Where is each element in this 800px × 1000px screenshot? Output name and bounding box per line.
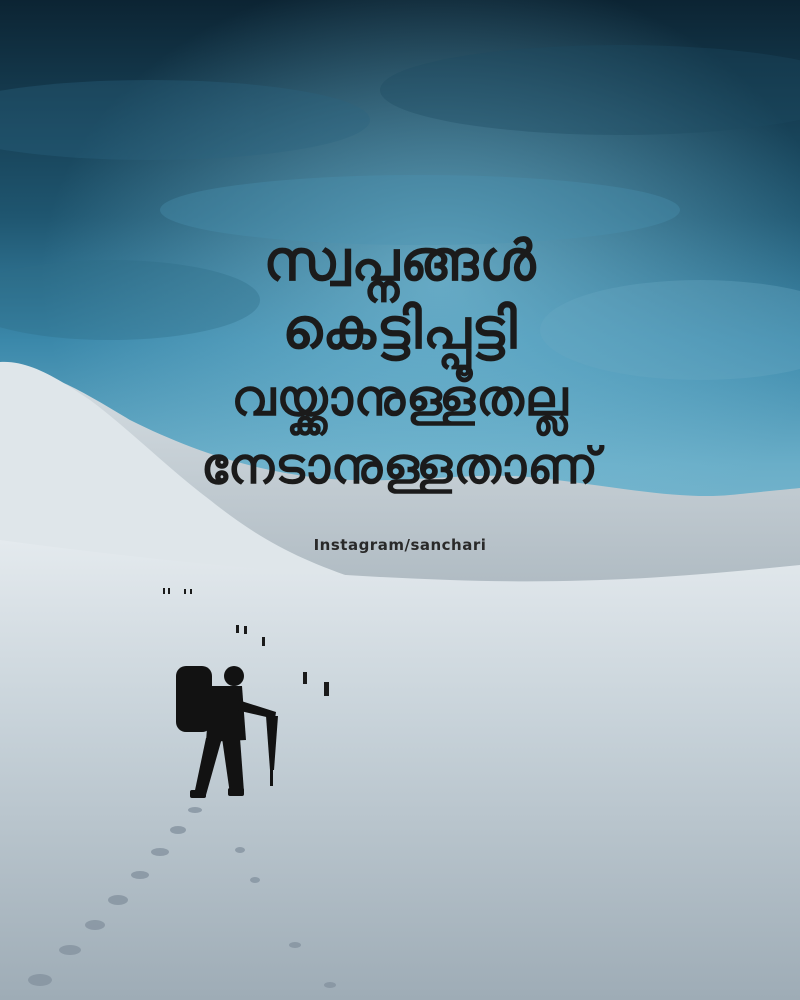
instagram-credit: Instagram/sanchari [313,536,487,554]
quote-line-1: സ്വപ്നങ്ങൾ [263,229,537,294]
quote-line-4: നേടാനുള്ളതാണ് [201,437,599,495]
quote-text [0,228,800,500]
quote-line-3: വയ്ക്കാനുള്ളതല്ല [231,369,569,427]
quote-line-2: കെട്ടിപ്പൂട്ടി [282,297,518,362]
snow-field [0,540,800,1000]
